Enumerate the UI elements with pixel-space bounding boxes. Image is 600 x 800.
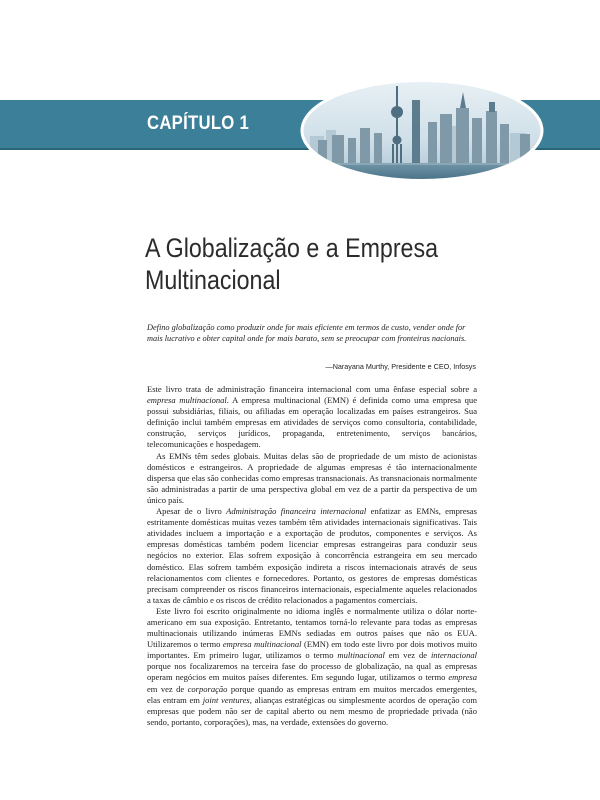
body-paragraph <box>147 506 477 606</box>
emphasis-text: empresa multinacional <box>147 395 227 406</box>
emphasis-text: Administração financeira internacional <box>226 506 367 517</box>
emphasis-text: empresa <box>448 672 477 683</box>
epigraph-quote: Defino globalização como produzir onde for mais eficiente em termos de custo, vender onde for mais lucrativo e obter capital onde for mais barato, sem se preocupar com fronteiras nacionais. <box>147 323 467 344</box>
city-skyline-image <box>300 78 544 183</box>
chapter-title: A Globalização e a Empresa Multinacional <box>145 233 439 295</box>
epigraph-attribution: —Narayana Murthy, Presidente e CEO, Infosys <box>325 362 476 371</box>
emphasis-text: joint ventures <box>202 694 250 705</box>
body-paragraph <box>147 451 477 506</box>
emphasis-text: corporação <box>187 683 228 694</box>
chapter-label: CAPÍTULO 1 <box>147 113 250 134</box>
emphasis-text: empresa multinacional <box>222 639 302 650</box>
paragraph-text: Apesar de o livro <box>156 506 227 517</box>
paragraph-text: em vez de <box>384 650 431 661</box>
chapter-banner <box>0 0 600 200</box>
body-text <box>147 384 477 728</box>
paragraph-text: Este livro trata de administração financeira internacional com uma ênfase especial sobre a <box>147 384 477 394</box>
emphasis-text: internacional <box>430 650 477 661</box>
paragraph-text: porque quando as empresas entram em muitos mercados emergentes, elas entram em <box>147 683 477 705</box>
paragraph-text: Este livro foi escrito originalmente no idioma inglês e normalmente utiliza o dólar norte-americano em sua exposição. Entretanto, tentamos torná-lo relevante para todas as empresas multinacionais utilizando inúmeras EMNs sediadas em outros países que não os EUA. Utilizaremos o termo <box>147 605 477 650</box>
body-paragraph <box>147 384 477 451</box>
paragraph-text: . A empresa multinacional (EMN) é definida como uma empresa que possui subsidiárias, filiais, ou afiliadas em operação localizadas em países estrangeiros. Sua definição inclui também empresas em atividades de serviços como consultoria, contabilidade, construção, serviços jurídicos, propaganda, entretenimento, serviços bancários, telecomunicações e hospedagem. <box>147 395 477 450</box>
paragraph-text: , alianças estratégicas ou simplesmente acordos de operação com empresas que podem não ser de capital aberto ou nem mesmo de propriedade privada (não sendo, portanto, corporações), mas, na verdade, extensões do governo. <box>147 694 477 727</box>
body-paragraph <box>147 606 477 728</box>
paragraph-text: porque nos focalizaremos na terceira fase do processo de globalização, na qual as empresas operam negócios em muitos países diferentes. Em segundo lugar, utilizamos o termo <box>147 661 477 683</box>
emphasis-text: multinacional <box>337 650 385 661</box>
paragraph-text: As EMNs têm sedes globais. Muitas delas são de propriedade de um misto de acionistas domésticos e estrangeiros. A propriedade de algumas empresas é tão internacionalmente dispersa que elas são conhecidas como empresas transnacionais. As transnacionais normalmente são administradas a partir de uma perspectiva global em vez de a partir da perspectiva de um único país. <box>147 450 477 505</box>
paragraph-text: enfatizar as EMNs, empresas estritamente domésticas muitas vezes também têm atividades internacionais significativas. Tais atividades incluem a importação e a exportação de produtos, componentes e serviços. As empresas domésticas também podem licenciar empresas estrangeiras para conduzir seus negócios no exterior. Elas sofrem exposição à concorrência estrangeira em seu mercado doméstico. Elas sofrem também exposição indireta a riscos internacionais através de seus relacionamentos com clientes e fornecedores. Portanto, os gestores de empresas domésticas precisam compreender os riscos financeiros internacionais, especialmente aqueles relacionados a taxas de câmbio e os riscos de crédito relacionados a pagamentos comerciais. <box>147 506 477 605</box>
paragraph-text: (EMN) em todo este livro por dois motivos muito importantes. Em primeiro lugar, utilizamos o termo <box>147 639 477 661</box>
paragraph-text: em vez de <box>147 683 188 694</box>
